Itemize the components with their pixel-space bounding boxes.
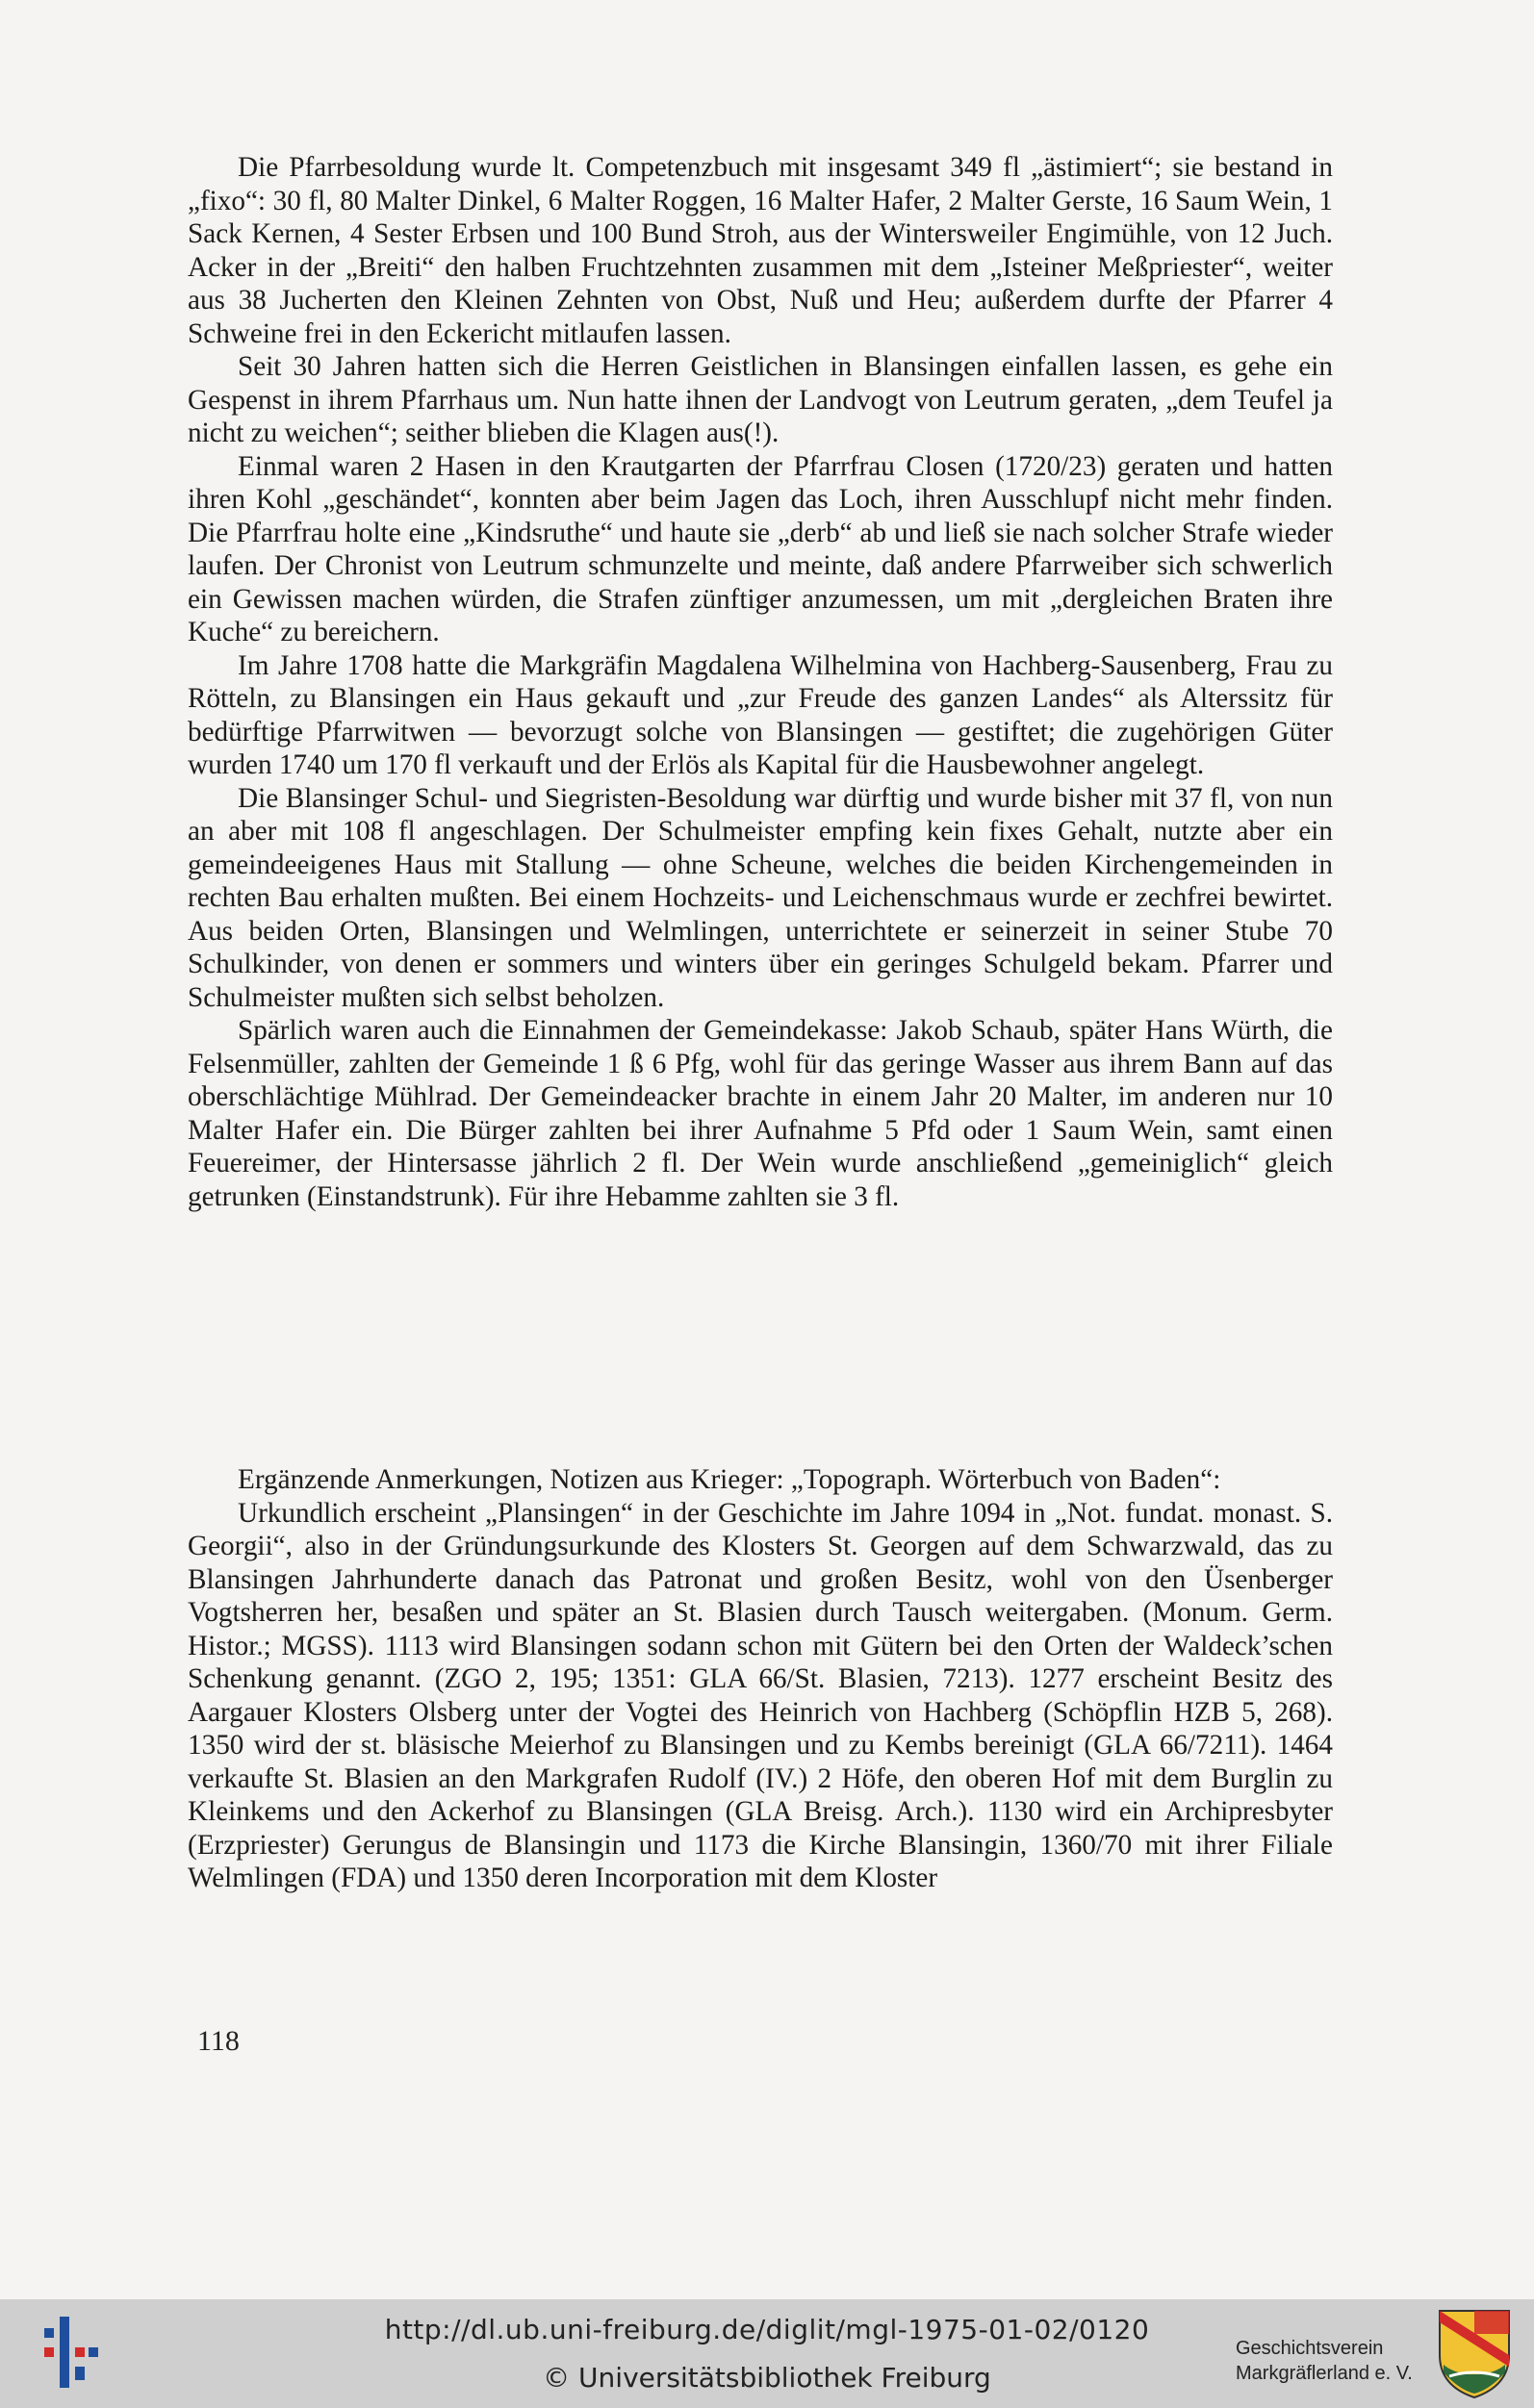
paragraph: Spärlich waren auch die Einnahmen der Gemeindekasse: Jakob Schaub, später Hans Würth, die Felsenmüller, zahlten der Gemeinde 1 ß 6 Pfg, wohl für das geringe Wasser aus ihrem Bann auf das oberschlächtige Mühlrad. Der Gemeindeacker brachte in einem Jahr 20 Malter, im anderen nur 10 Malter Hafer ein. Die Bürger zahlten bei ihrer Aufnahme 5 Pfd oder 1 Saum Wein, samt einen Feuereimer, der Hintersasse jährlich 2 fl. Der Wein wurde anschließend „gemeiniglich“ gleich getrunken (Einstandstrunk). Für ihre Hebamme zahlten sie 3 fl.	[188, 1015, 1333, 1212]
society-line-2: Markgräflerland e. V.	[1236, 2363, 1413, 2384]
society-line-1: Geschichtsverein	[1236, 2338, 1384, 2359]
copyright-text: © Universitätsbibliothek Freiburg	[543, 2362, 991, 2394]
paragraph: Einmal waren 2 Hasen in den Krautgarten der Pfarrfrau Closen (1720/23) geraten und hatten ihren Kohl „geschändet“, konnten aber beim Jagen das Loch, ihren Ausschlupf nicht mehr finden. Die Pfarrfrau holte eine „Kindsruthe“ und haute sie „derb“ ab und ließ sie nach solcher Strafe wieder laufen. Der Chronist von Leutrum schmunzelte und meinte, daß andere Pfarrweiber sich schwerlich ein Gewissen machen würden, die Strafen zünftiger anzumessen, um mit „dergleichen Braten ihre Kuche“ zu bereichern.	[188, 450, 1333, 647]
body-text-bottom	[188, 1463, 1333, 1895]
markgraeflerland-crest-icon	[1436, 2307, 1513, 2399]
society-name	[1236, 2336, 1419, 2386]
paragraph: Die Blansinger Schul- und Siegristen-Besoldung war dürftig und wurde bisher mit 37 fl, von nun an aber mit 108 fl angeschlagen. Der Schulmeister empfing kein fixes Gehalt, nutzte aber ein gemeindeeigenes Haus mit Stallung — ohne Scheune, welches die beiden Kirchengemeinden in rechten Bau erhalten mußten. Bei einem Hochzeits- und Leichenschmaus wurde er zechfrei bewirtet. Aus beiden Orten, Blansingen und Welmlingen, unterrichtete er seinerzeit in seiner Stube 70 Schulkinder, von denen er sommers und winters über ein geringes Schulgeld bekam. Pfarrer und Schulmeister mußten sich selbst beholzen.	[188, 782, 1333, 1013]
page-number: 118	[197, 2025, 240, 2057]
paragraph: Urkundlich erscheint „Plansingen“ in der Geschichte im Jahre 1094 in „Not. fundat. monast. S. Georgii“, also in der Gründungsurkunde des Klosters St. Georgen auf dem Schwarzwald, das zu Blansingen Jahrhunderte danach das Patronat und großen Besitz, wohl von den Üsenberger Vogtsherren her, besaßen und später an St. Blasien durch Tausch weitergaben. (Monum. Germ. Histor.; MGSS). 1113 wird Blansingen sodann schon mit Gütern bei den Orten der Waldeck’schen Schenkung genannt. (ZGO 2, 195; 1351: GLA 66/St. Blasien, 7213). 1277 erscheint Besitz des Aargauer Klosters Olsberg unter der Vogtei des Heinrich von Hachberg (Schöpflin HZB 5, 268). 1350 wird der st. bläsische Meierhof zu Blansingen und zu Kembs bereinigt (GLA 66/7211). 1464 verkaufte St. Blasien an den Markgrafen Rudolf (IV.) 2 Höfe, den oberen Hof mit dem Burglin zu Kleinkems und den Ackerhof zu Blansingen (GLA Breisg. Arch.). 1130 wird ein Archipresbyter (Erzpriester) Gerungus de Blansingin und 1173 die Kirche Blansingin, 1360/70 mit ihrer Filiale Welmlingen (FDA) und 1350 deren Incorporation mit dem Kloster	[188, 1497, 1333, 1893]
paragraph: Ergänzende Anmerkungen, Notizen aus Krieger: „Topograph. Wörterbuch von Baden“:	[238, 1464, 1221, 1495]
paragraph: Die Pfarrbesoldung wurde lt. Competenzbuch mit insgesamt 349 fl „ästimiert“; sie bestand in „fixo“: 30 fl, 80 Malter Dinkel, 6 Malter Roggen, 16 Malter Hafer, 2 Malter Gerste, 16 Saum Wein, 1 Sack Kernen, 4 Sester Erbsen und 100 Bund Stroh, aus der Wintersweiler Engimühle, von 12 Juch. Acker in der „Breiti“ den halben Fruchtzehnten zusammen mit dem „Isteiner Meßpriester“, weiter aus 38 Jucherten den Kleinen Zehnten von Obst, Nuß und Heu; außerdem durfte der Pfarrer 4 Schweine frei in den Eckericht mitlaufen lassen.	[188, 152, 1333, 349]
permalink-url[interactable]: http://dl.ub.uni-freiburg.de/diglit/mgl-1975-01-02/0120	[384, 2314, 1150, 2345]
paragraph: Seit 30 Jahren hatten sich die Herren Geistlichen in Blansingen einfallen lassen, es gehe ein Gespenst in ihrem Pfarrhaus um. Nun hatte ihnen der Landvogt von Leutrum geraten, „dem Teufel ja nicht zu weichen“; seither blieben die Klagen aus(!).	[188, 351, 1333, 448]
paragraph: Im Jahre 1708 hatte die Markgräfin Magdalena Wilhelmina von Hachberg-Sausenberg, Frau zu Rötteln, zu Blansingen ein Haus gekauft und „zur Freude des ganzen Landes“ als Alterssitz für bedürftige Pfarrwitwen — bevorzugt solche von Blansingen — gestiftet; die zugehörigen Güter wurden 1740 um 170 fl verkauft und der Erlös als Kapital für die Hausbewohner angelegt.	[188, 649, 1333, 780]
body-text-top	[188, 151, 1333, 1213]
